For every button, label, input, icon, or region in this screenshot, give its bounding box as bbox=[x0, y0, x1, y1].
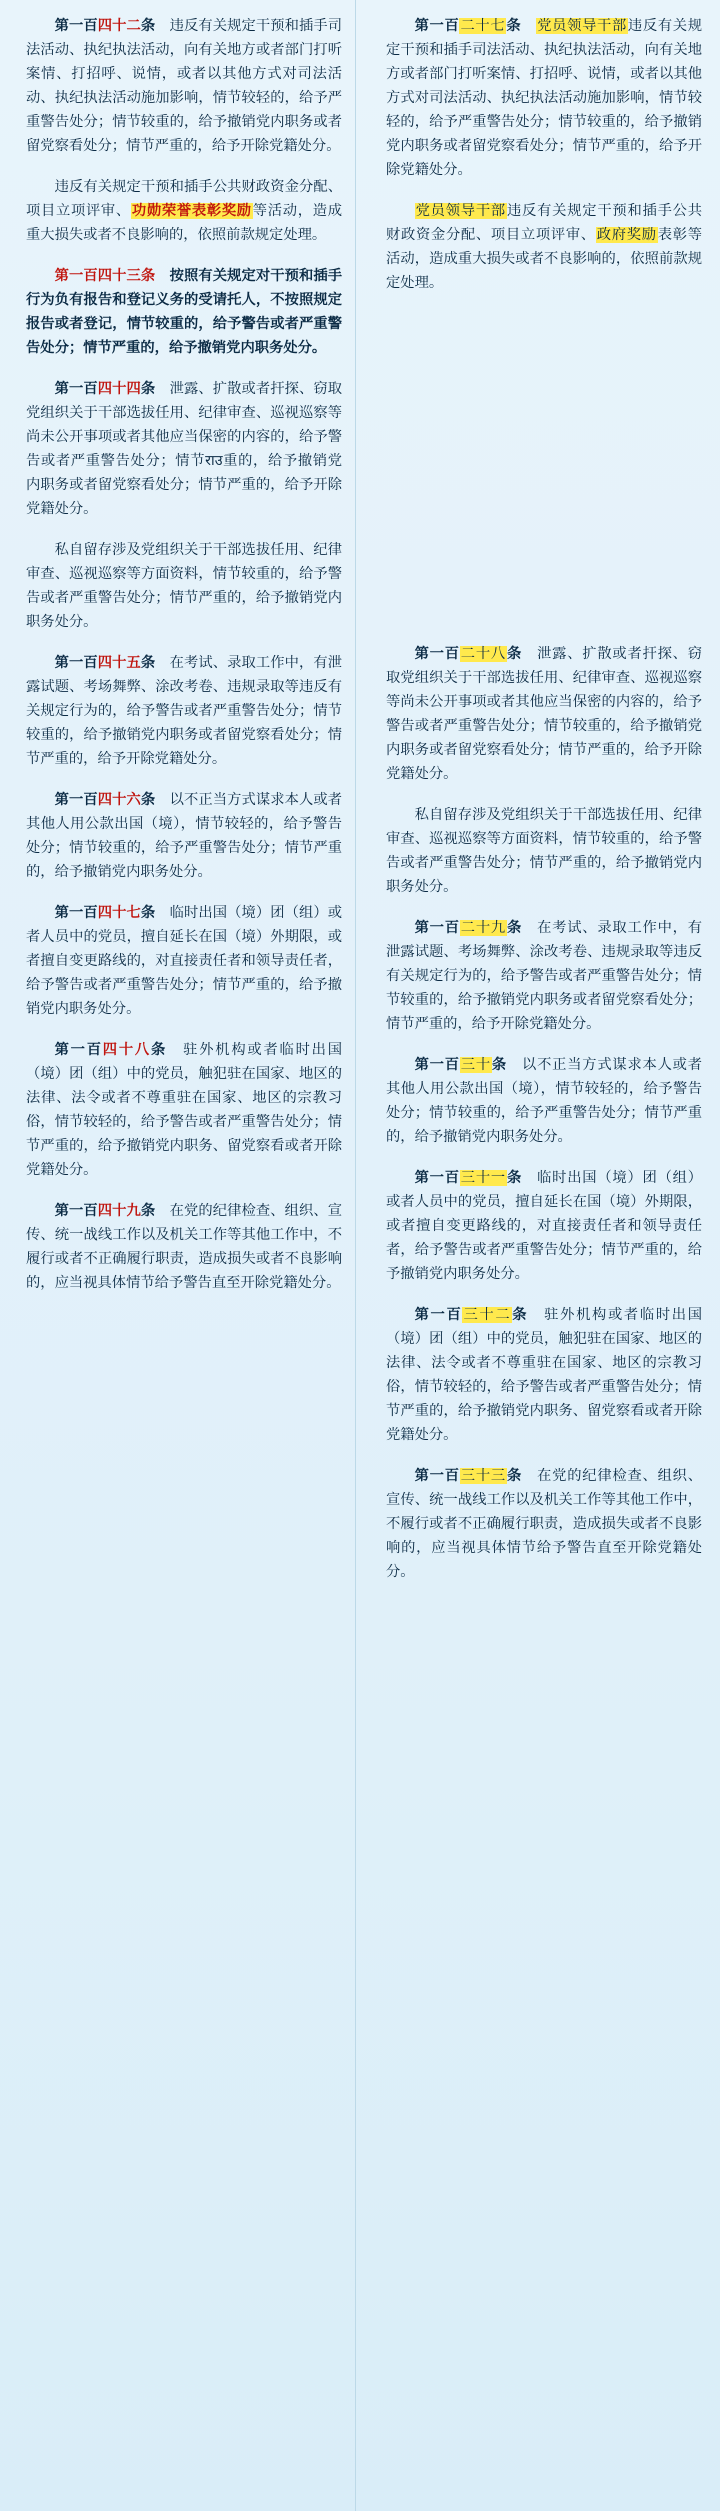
article-number-label: 第一百 bbox=[54, 18, 98, 34]
article-body-text: 等活动，造成重大损失或者不良影响的，依照前款规定处理。 bbox=[26, 203, 343, 243]
highlighted-text: 功勋荣誉表彰奖励 bbox=[131, 203, 252, 219]
highlighted-text: 二十七 bbox=[460, 18, 506, 34]
article-number-label: 条 bbox=[140, 18, 156, 34]
article-body-text: 表彰等活动，造成重大损失或者不良影响的，依照前款规定处理。 bbox=[386, 227, 703, 291]
article-paragraph bbox=[386, 1303, 702, 1447]
two-column-layout bbox=[0, 14, 720, 1601]
article-body-text: 以不正当方式谋求本人或者其他人用公款出国（境），情节较轻的，给予警告处分；情节较重的，给予严重警告处分；情节严重的，给予撤销党内职务处分。 bbox=[386, 1057, 703, 1145]
highlighted-text: 政府奖励 bbox=[596, 227, 657, 243]
article-body-text: 违反有关规定干预和插手司法活动、执纪执法活动，向有关地方或者部门打听案情、打招呼、说情，或者以其他方式对司法活动、执纪执法活动施加影响，情节较轻的，给予严重警告处分；情节较重的，给予撤销党内职务或者留党察看处分；情节严重的，给予开除党籍处分。 bbox=[26, 18, 343, 154]
article-paragraph bbox=[386, 1053, 702, 1149]
article-body-text: 在党的纪律检查、组织、宣传、统一战线工作以及机关工作等其他工作中，不履行或者不正确履行职责，造成损失或者不良影响的，应当视具体情节给予警告直至开除党籍处分。 bbox=[26, 1203, 343, 1291]
article-paragraph bbox=[26, 377, 342, 521]
article-paragraph bbox=[26, 1038, 342, 1182]
article-number-label: 第一百 bbox=[54, 905, 98, 921]
highlighted-text: 党员领导干部 bbox=[415, 203, 506, 219]
article-paragraph bbox=[26, 1199, 342, 1295]
article-number-label: 条 bbox=[506, 1468, 523, 1484]
highlighted-text: 四十六 bbox=[97, 792, 141, 808]
article-number-label: 条 bbox=[140, 792, 156, 808]
article-number-label: 第一百四十三条 bbox=[54, 268, 156, 284]
article-body-text: 临时出国（境）团（组）或者人员中的党员，擅自延长在国（境）外期限，或者擅自变更路线的，对直接责任者和领导责任者，给予警告或者严重警告处分；情节严重的，给予撤销党内职务处分。 bbox=[26, 905, 343, 1017]
article-number-label: 条 bbox=[506, 646, 523, 662]
article-paragraph bbox=[386, 1166, 702, 1286]
article-number-label: 条 bbox=[140, 655, 156, 671]
highlighted-text: 党员领导干部 bbox=[537, 18, 627, 34]
article-number-label: 条 bbox=[140, 1203, 156, 1219]
article-body-text: 驻外机构或者临时出国（境）团（组）中的党员，触犯驻在国家、地区的法律、法令或者不尊重驻在国家、地区的宗教习俗，情节较轻的，给予警告或者严重警告处分；情节严重的，给予撤销党内职务、留党察看或者开除党籍处分。 bbox=[26, 1042, 343, 1178]
article-number-label: 第一百 bbox=[414, 1307, 463, 1323]
highlighted-text: 二十八 bbox=[460, 646, 506, 662]
article-number-label: 条 bbox=[506, 1170, 523, 1186]
article-paragraph bbox=[386, 803, 702, 899]
article-number-label: 第一百 bbox=[414, 18, 460, 34]
highlighted-text: 三十三 bbox=[460, 1468, 506, 1484]
article-paragraph bbox=[386, 1464, 702, 1584]
highlighted-text: 二十九 bbox=[460, 920, 506, 936]
article-paragraph bbox=[26, 651, 342, 771]
article-body-text: 在考试、录取工作中，有泄露试题、考场舞弊、涂改考卷、违规录取等违反有关规定行为的，给予警告或者严重警告处分；情节较重的，给予撤销党内职务或者留党察看处分；情节严重的，给予开除党籍处分。 bbox=[26, 655, 343, 767]
article-number-label: 第一百 bbox=[414, 646, 460, 662]
article-number-label: 条 bbox=[491, 1057, 507, 1073]
article-number-label: 第一百 bbox=[414, 1170, 460, 1186]
highlighted-text: 三十二 bbox=[463, 1307, 512, 1323]
article-body-text: 违反有关规定干预和插手司法活动、执纪执法活动，向有关地方或者部门打听案情、打招呼、说情，或者以其他方式对司法活动、执纪执法活动施加影响，情节较轻的，给予严重警告处分；情节较重的，给予撤销党内职务或者留党察看处分；情节严重的，给予开除党籍处分。 bbox=[386, 18, 703, 178]
article-body-text: 私自留存涉及党组织关于干部选拔任用、纪律审查、巡视巡察等方面资料，情节较重的，给予警告或者严重警告处分；情节严重的，给予撤销党内职务处分。 bbox=[26, 542, 342, 630]
article-paragraph bbox=[26, 264, 342, 360]
article-paragraph bbox=[26, 538, 342, 634]
article-number-label: 第一百 bbox=[414, 1057, 460, 1073]
highlighted-text: 四十八 bbox=[102, 1042, 151, 1058]
article-number-label: 条 bbox=[506, 920, 523, 936]
right-column bbox=[360, 14, 720, 1601]
article-body-text: 在考试、录取工作中，有泄露试题、考场舞弊、涂改考卷、违规录取等违反有关规定行为的，给予警告或者严重警告处分；情节较重的，给予撤销党内职务或者留党察看处分；情节严重的，给予开除党籍处分。 bbox=[386, 920, 703, 1032]
article-paragraph bbox=[386, 642, 702, 786]
article-number-label: 第一百 bbox=[54, 655, 98, 671]
article-number-label: 第一百 bbox=[54, 792, 98, 808]
article-number-label: 第一百 bbox=[54, 1203, 98, 1219]
article-paragraph bbox=[26, 14, 342, 158]
article-body-text: 以不正当方式谋求本人或者其他人用公款出国（境），情节较轻的，给予警告处分；情节较重的，给予严重警告处分；情节严重的，给予撤销党内职务处分。 bbox=[26, 792, 343, 880]
article-body-text: 违反有关规定干预和插手公共财政资金分配、项目立项评审、 bbox=[26, 179, 342, 219]
article-body-text: 临时出国（境）团（组）或者人员中的党员，擅自延长在国（境）外期限，或者擅自变更路线的，对直接责任者和领导责任者，给予警告或者严重警告处分；情节严重的，给予撤销党内职务处分。 bbox=[386, 1170, 703, 1282]
column-spacer bbox=[386, 312, 702, 642]
article-number-label: 条 bbox=[512, 1307, 529, 1323]
highlighted-text: 三十一 bbox=[460, 1170, 506, 1186]
article-body-text: 驻外机构或者临时出国（境）团（组）中的党员，触犯驻在国家、地区的法律、法令或者不尊重驻在国家、地区的宗教习俗，情节较轻的，给予警告或者严重警告处分；情节严重的，给予撤销党内职务、留党察看或者开除党籍处分。 bbox=[386, 1307, 703, 1443]
article-body-text: 按照有关规定对干预和插手行为负有报告和登记义务的受请托人，不按照规定报告或者登记，情节较重的，给予警告或者严重警告处分；情节严重的，给予撤销党内职务处分。 bbox=[26, 268, 343, 356]
highlighted-text: 四十九 bbox=[97, 1203, 141, 1219]
article-body-text: 泄露、扩散或者扞探、窃取党组织关于干部选拔任用、纪律审查、巡视巡察等尚未公开事项或者其他应当保密的内容的，给予警告或者严重警告处分；情节राउ重的，给予撤销党内职务或者留党察看处分；情节严重的，给予开除党籍处分。 bbox=[26, 381, 343, 517]
article-paragraph bbox=[26, 788, 342, 884]
article-body-text: 在党的纪律检查、组织、宣传、统一战线工作以及机关工作等其他工作中，不履行或者不正确履行职责，造成损失或者不良影响的，应当视具体情节给予警告直至开除党籍处分。 bbox=[386, 1468, 703, 1580]
article-body-text: 违反有关规定干预和插手公共财政资金分配、项目立项评审、 bbox=[386, 203, 703, 243]
article-number-label: 条 bbox=[140, 381, 156, 397]
article-number-label: 条 bbox=[151, 1042, 168, 1058]
article-number-label: 第一百 bbox=[414, 1468, 460, 1484]
article-number-label: 条 bbox=[140, 905, 156, 921]
article-paragraph bbox=[386, 199, 702, 295]
article-paragraph bbox=[26, 901, 342, 1021]
highlighted-text: 四十二 bbox=[97, 18, 141, 34]
highlighted-text: 三十 bbox=[460, 1057, 491, 1073]
article-number-label: 条 bbox=[506, 18, 522, 34]
article-number-label: 第一百 bbox=[54, 381, 98, 397]
article-paragraph bbox=[386, 916, 702, 1036]
article-paragraph bbox=[26, 175, 342, 247]
article-paragraph bbox=[386, 14, 702, 182]
highlighted-text: 四十五 bbox=[97, 655, 141, 671]
article-body-text: 私自留存涉及党组织关于干部选拔任用、纪律审查、巡视巡察等方面资料，情节较重的，给予警告或者严重警告处分；情节严重的，给予撤销党内职务处分。 bbox=[386, 807, 702, 895]
highlighted-text: 四十七 bbox=[97, 905, 141, 921]
highlighted-text: 四十四 bbox=[97, 381, 141, 397]
article-number-label: 第一百 bbox=[414, 920, 460, 936]
article-body-text bbox=[521, 18, 536, 34]
left-column bbox=[0, 14, 360, 1601]
article-body-text: 泄露、扩散或者扞探、窃取党组织关于干部选拔任用、纪律审查、巡视巡察等尚未公开事项或者其他应当保密的内容的，给予警告或者严重警告处分；情节较重的，给予撤销党内职务或者留党察看处分；情节严重的，给予开除党籍处分。 bbox=[386, 646, 703, 782]
article-number-label: 第一百 bbox=[54, 1042, 103, 1058]
